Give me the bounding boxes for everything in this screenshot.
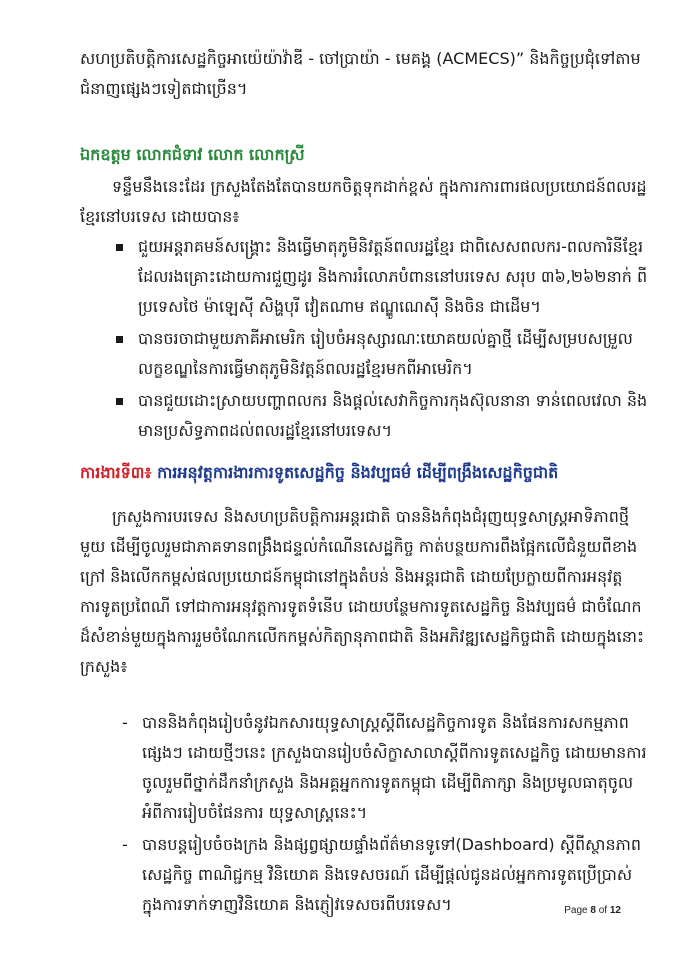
dash-bullet-icon: - xyxy=(122,835,128,854)
dash-bullet-icon: - xyxy=(122,713,128,732)
task3-label: ការងារទី៣៖ xyxy=(80,463,152,482)
list-item xyxy=(112,232,650,322)
of-word: of xyxy=(598,905,608,916)
list-item xyxy=(112,324,650,384)
list-item-text: ជួយអន្តរាគមន៍សង្គ្រោះ និងធ្វើមាតុភូមិនិវត្តន៍ពលរដ្ឋខ្មែរ ជាពិសេសពលករ-ពលការិនីខ្មែរ ដែលរងគ្រោះដោយការជួញដូរ និងការរំលោភបំពាននៅបរទេស សរុប ៣៦,២៦២នាក់ ពីប្រទេសថៃ ម៉ាឡេស៊ី សិង្ហបុរី វៀតណាម ឥណ្ឌូណេស៊ី និងចិន ជាដើម។ xyxy=(138,237,648,316)
list-item xyxy=(112,386,650,446)
list-item-text: បានបន្តរៀបចំចងក្រង និងផ្សព្វផ្សាយផ្ទាំងព័ត៌មានទូទៅ(Dashboard) ស្តីពីស្ថានភាពសេដ្ឋកិច្ច ពាណិជ្ជកម្ម វិនិយោគ និងទេសចរណ៍ ដើម្បីផ្តល់ជូនដល់អ្នកការទូតប្រើប្រាស់ក្នុងការទាក់ទាញវិនិយោគ និងភ្ញៀវទេសចរពីបរទេស។ xyxy=(142,835,641,914)
task3-heading xyxy=(80,458,648,488)
square-bullet-icon xyxy=(116,398,123,405)
page-footer xyxy=(564,905,621,916)
square-bullet-icon xyxy=(116,336,123,343)
page-number: 8 xyxy=(590,905,596,916)
bullet-list xyxy=(112,232,650,448)
dash-list xyxy=(120,708,650,922)
intro-paragraph: សហប្រតិបត្តិការសេដ្ឋកិច្ចអាយ៉េយ៉ាវ៉ាឌី - ចៅប្រាយ៉ា - មេគង្គ (ACMECS)” និងកិច្ចប្រជុំទៅតាមជំនាញផ្សេងៗទៀតជាច្រើន។ xyxy=(80,49,641,98)
section2-intro-paragraph: ទន្ទឹមនឹងនេះដែរ ក្រសួងតែងតែបានយកចិត្តទុកដាក់ខ្ពស់ ក្នុងការការពារផលប្រយោជន៍ពលរដ្ឋខ្មែរនៅបរទេស ដោយបាន៖ xyxy=(80,177,647,226)
square-bullet-icon xyxy=(116,244,123,251)
page-word: Page xyxy=(564,905,588,916)
salutation: ឯកឧត្តម លោកជំទាវ លោក លោកស្រី xyxy=(80,145,305,164)
list-item-text: បាននិងកំពុងរៀបចំនូវឯកសារយុទ្ធសាស្ត្រស្តីពីសេដ្ឋកិច្ចការទូត និងផែនការសកម្មភាពផ្សេងៗ ដោយថ្មីៗនេះ ក្រសួងបានរៀបចំសិក្ខាសាលាស្តីពីការទូតសេដ្ឋកិច្ច ដោយមានការចូលរួមពីថ្នាក់ដឹកនាំក្រសួង និងអគ្គអ្នកការទូតកម្ពុជា ដើម្បីពិភាក្សា និងប្រមូលធាតុចូលអំពីការរៀបចំផែនការ យុទ្ធសាស្ត្រនេះ។ xyxy=(142,713,647,822)
task3-title: ការអនុវត្តការងារការទូតសេដ្ឋកិច្ច និងវប្បធម៌ ដើម្បីពង្រឹងសេដ្ឋកិច្ចជាតិ xyxy=(157,463,559,482)
task3-paragraph: ក្រសួងការបរទេស និងសហប្រតិបត្តិការអន្តរជាតិ បាននិងកំពុងជំរុញយុទ្ធសាស្ត្រអាទិភាពថ្មីមួយ ដើម្បីចូលរួមជាភាគទានពង្រឹងជន្ទល់កំណើនសេដ្ឋកិច្ច កាត់បន្ថយការពឹងផ្អែកលើជំនួយពីខាងក្រៅ និងលើកកម្ពស់ផលប្រយោជន៍កម្ពុជានៅក្នុងតំបន់ និងអន្តរជាតិ ដោយប្រែក្លាយពីការអនុវត្តការទូតប្រពៃណី ទៅជាការអនុវត្តការទូតទំនើប ដោយបន្ថែមការទូតសេដ្ឋកិច្ច និងវប្បធម៌ ជាចំណែកដ៏សំខាន់មួយក្នុងការរួមចំណែកលើកកម្ពស់កិត្យានុភាពជាតិ និងអភិវឌ្ឍសេដ្ឋកិច្ចជាតិ ដោយក្នុងនោះ ក្រសួង៖ xyxy=(80,507,644,676)
list-item-text: បានជួយដោះស្រាយបញ្ហាពលករ និងផ្តល់សេវាកិច្ចការកុងស៊ុលនានា ទាន់ពេលវេលា និងមានប្រសិទ្ធភាពដល់ពលរដ្ឋខ្មែរនៅបរទេស។ xyxy=(138,391,648,440)
list-item xyxy=(120,708,650,828)
page-total: 12 xyxy=(609,905,621,916)
list-item-text: បានចរចាជាមួយភាគីអាមេរិក រៀបចំអនុស្សារណៈយោគយល់គ្នាថ្មី ដើម្បីសម្របសម្រួលលក្ខខណ្ឌនៃការធ្វើមាតុភូមិនិវត្តន៍ពលរដ្ឋខ្មែរមកពីអាមេរិក។ xyxy=(138,329,633,378)
